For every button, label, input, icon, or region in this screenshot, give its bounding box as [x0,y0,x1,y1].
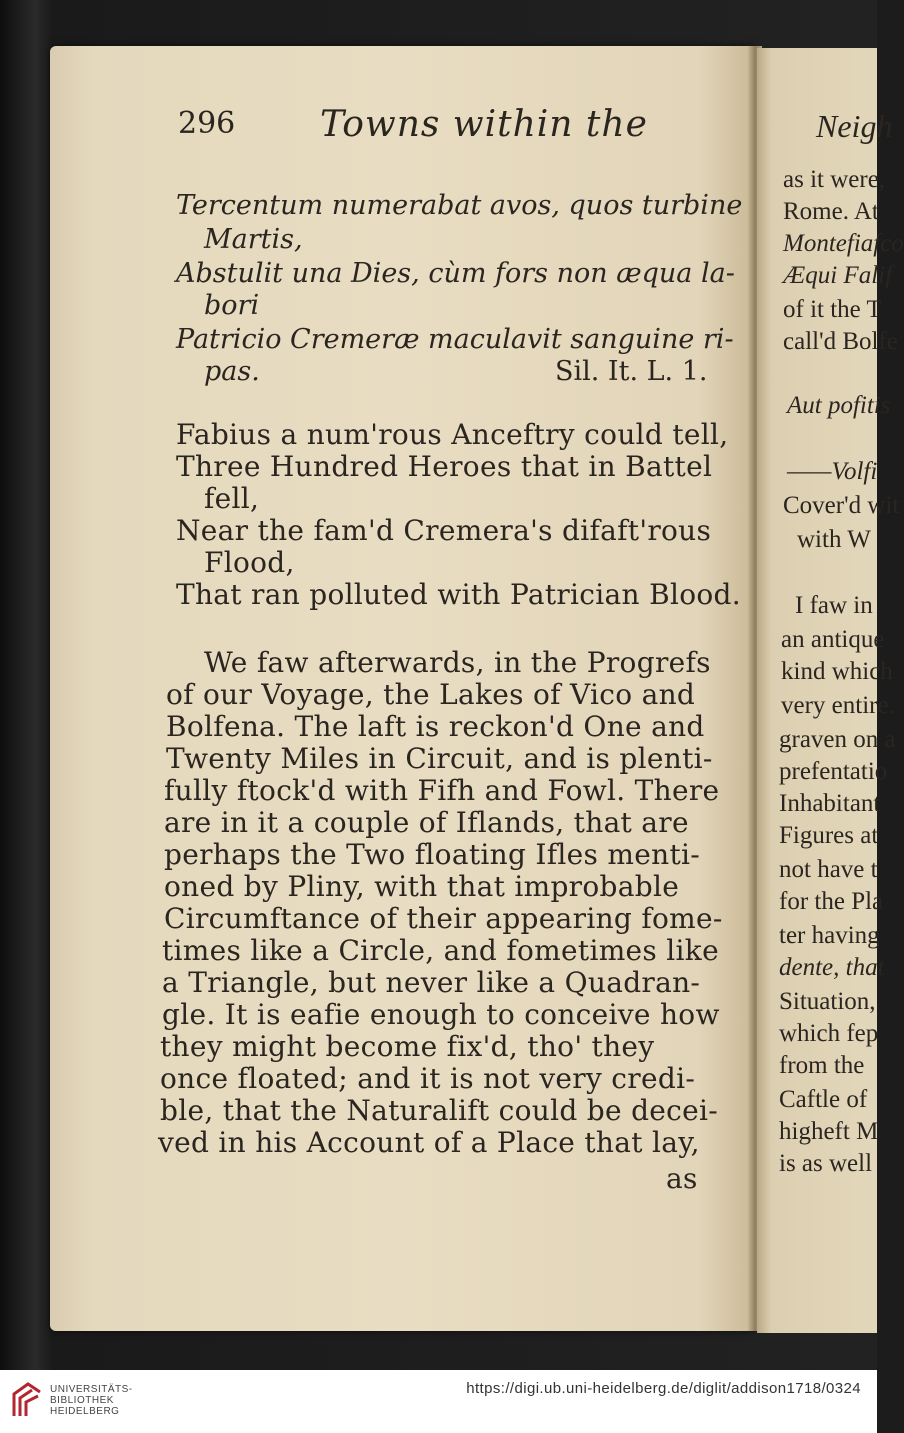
footer-bar [0,1370,877,1433]
prose-line: ble, that the Naturalift could be decei- [160,1094,719,1127]
logo-text-line: HEIDELBERG [50,1406,120,1417]
citation: Sil. It. L. 1. [555,356,708,387]
right-line: Æqui Falif [783,262,893,289]
logo-text-line: UNIVERSITÄTS- [50,1384,133,1395]
right-line: as it were, [783,166,886,193]
right-line: Aut pofitis [787,392,891,419]
quote-line: Patricio Cremeræ maculavit sanguine ri- [176,324,734,355]
right-line: Neigh [816,108,893,144]
right-line: I faw in [795,592,873,619]
prose-line: are in it a couple of Iflands, that are [164,806,689,839]
right-line: which fep [779,1020,879,1047]
prose-line: a Triangle, but never like a Quadran- [162,966,701,999]
logo-text-line: BIBLIOTHEK [50,1395,114,1406]
right-line: ——Volfi [787,458,878,485]
right-line: Situation, [779,988,876,1015]
prose-line: times like a Circle, and fometimes like [162,934,719,967]
running-title: Towns within the [320,104,648,145]
right-line: ter having [779,922,880,949]
quote-line: pas. [204,356,260,387]
right-line: for the Pla [779,888,884,915]
right-line: an antique [781,626,885,653]
prose-line: oned by Pliny, with that improbable [164,870,680,903]
right-line: dente, that [779,954,885,981]
library-logo-icon[interactable] [10,1380,44,1420]
verse-line: Fabius a num'rous Anceftry could tell, [176,418,729,451]
library-logo-text [50,1384,133,1417]
prose-line: Circumftance of their appearing fome- [164,902,723,935]
right-line: Cover'd wit [783,492,900,519]
right-line: Figures at [779,822,879,849]
prose-line: Twenty Miles in Circuit, and is plenti- [166,742,713,775]
verse-line: Near the fam'd Cremera's difaft'rous [176,514,712,547]
verse-line: That ran polluted with Patrician Blood. [176,578,741,611]
right-line: graven on a [779,726,896,753]
prose-line: fully ftock'd with Fifh and Fowl. There [164,774,720,807]
quote-line: Abstulit una Dies, cùm fors non æqua la- [176,258,735,289]
verse-line: Flood, [204,546,295,579]
right-line: not have t [779,856,878,883]
prose-line: perhaps the Two floating Ifles menti- [164,838,701,871]
right-line: prefentatio [779,758,888,785]
verse-line: fell, [204,482,260,515]
right-line: from the [779,1052,865,1079]
right-line: kind which [781,658,893,685]
prose-line: ved in his Account of a Place that lay, [158,1126,700,1159]
prose-line: once floated; and it is not very credi- [160,1062,696,1095]
prose-line: of our Voyage, the Lakes of Vico and [166,678,696,711]
page-url-link[interactable]: https://digi.ub.uni-heidelberg.de/diglit/addison1718/0324 [466,1380,861,1397]
quote-line: Martis, [204,224,303,255]
verse-line: Three Hundred Heroes that in Battel [176,450,713,483]
right-line: Inhabitant [779,790,881,817]
right-line: call'd Bolfe [783,328,898,355]
right-line: Rome. At [783,198,879,225]
page-number: 296 [178,106,236,141]
right-line: of it the T [783,296,882,323]
right-line: with W [797,526,871,553]
right-line: Montefiafco [783,230,904,257]
prose-line: Bolfena. The laft is reckon'd One and [166,710,705,743]
prose-line: gle. It is eafie enough to conceive how [162,998,720,1031]
right-line: is as well [779,1150,873,1177]
right-line: very entire. [781,692,895,719]
right-line: Caftle of [779,1086,868,1113]
quote-line: bori [204,290,260,321]
catchword: as [666,1162,698,1195]
quote-line: Tercentum numerabat avos, quos turbine [176,190,743,221]
prose-line: We faw afterwards, in the Progrefs [204,646,711,679]
prose-line: they might become fix'd, tho' they [160,1030,655,1063]
right-line: higheft M [779,1118,879,1145]
